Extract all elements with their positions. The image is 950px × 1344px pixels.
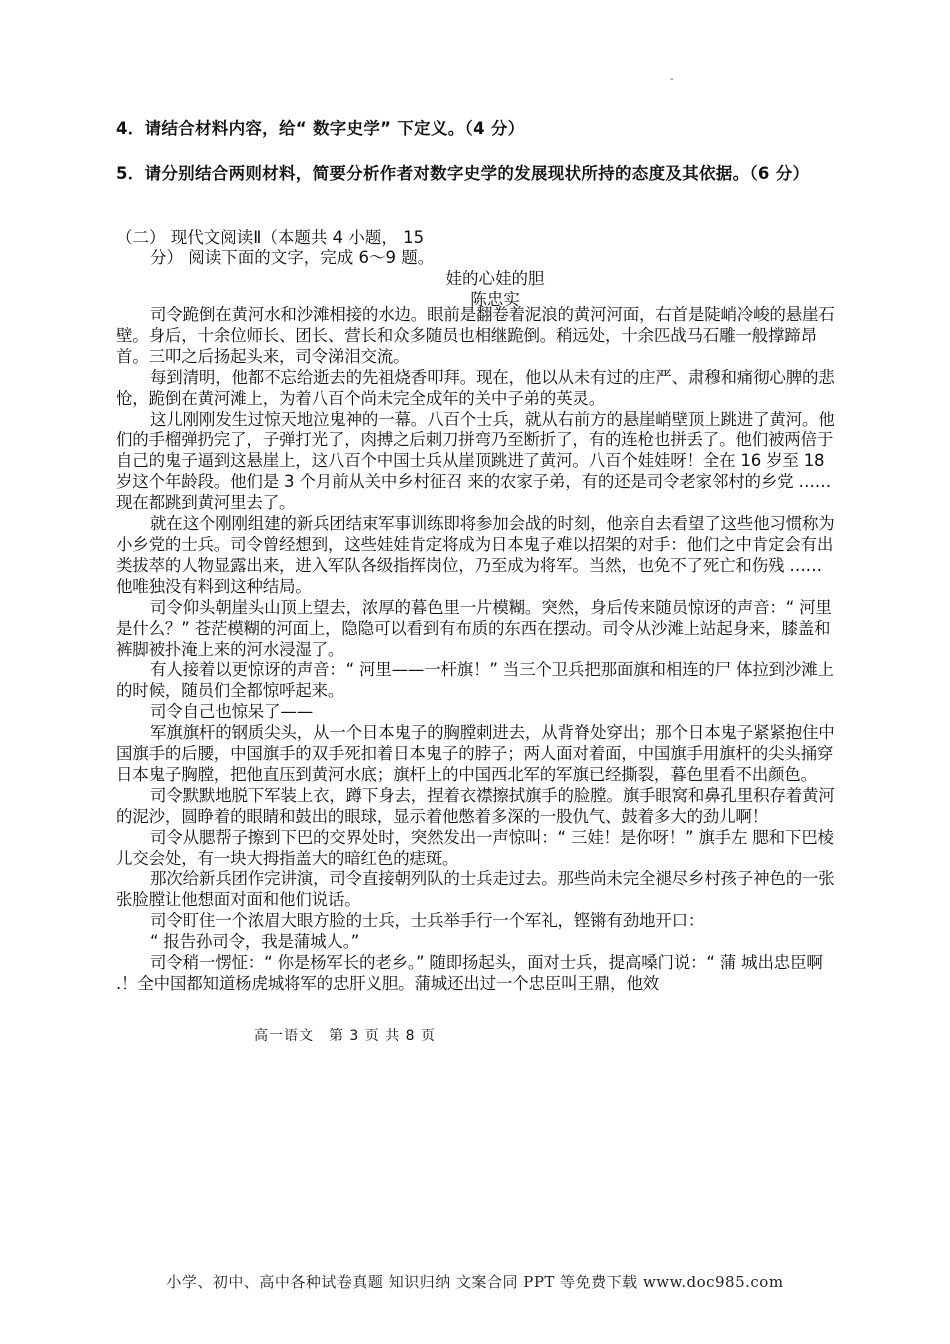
- article-paragraph: 司令盯住一个浓眉大眼方脸的士兵，士兵举手行一个军礼，铿锵有劲地开口：: [150, 911, 705, 931]
- section-heading: （二） 现代文阅读Ⅱ（本题共 4 小题， 15: [116, 228, 425, 247]
- question-5: [116, 162, 836, 186]
- article-paragraph: 司令自己也惊呆了——: [150, 702, 314, 722]
- question-5-text: ．请分别结合两则材料，简要分析作者对数字史学的发展现状所持的态度及其依据。（6 分）: [127, 164, 810, 183]
- page-footer: 高一语文 第 3 页 共 8 页: [253, 1028, 437, 1044]
- section-instruction: 分） 阅读下面的文字，完成 6～9 题。: [150, 248, 435, 267]
- article-body: [116, 305, 838, 995]
- article-title: 娃的心娃的胆: [445, 269, 545, 288]
- article-paragraph: 司令从腮帮子擦到下巴的交界处时，突然发出一声惊叫：“ 三娃！是你呀！” 旗手左 腮和下巴棱儿交会处，有一块大拇指盖大的暗红色的痣斑。: [116, 827, 834, 868]
- article-paragraph: “ 报告孙司令，我是蒲城人。”: [150, 932, 360, 952]
- header-mark: -: [670, 74, 674, 85]
- article-author: 陈忠实: [470, 290, 520, 309]
- article-paragraph: 每到清明，他都不忘给逝去的先祖烧香叩拜。现在，他以从未有过的庄严、肃穆和痛彻心脾的悲怆，跪倒在黄河滩上，为着八百个尚未完全成年的关中子弟的英灵。: [116, 367, 835, 408]
- article-paragraph: 这儿刚刚发生过惊天地泣鬼神的一幕。八百个士兵，就从右前方的悬崖峭壁顶上跳进了黄河。他们的手榴弹扔完了，子弹打光了，肉搏之后刺刀拼弯乃至断折了，有的连枪也拼丢了。他们被两倍于自己的鬼子逼到这悬崖上，这八百个中国士兵从崖顶跳进了黄河。八百个娃娃呀！全在 16 岁至 18 岁这个年龄段。他们是 3 个月前从关中乡村征召 来的农家子弟，有的还是司令老家邻村的乡党 ……现在都跳到黄河里去了。: [116, 409, 835, 513]
- article-paragraph: 司令稍一愣怔：“ 你是杨军长的老乡。” 随即扬起头，面对士兵，提高嗓门说：“ 蒲 城出忠臣啊 .！全中国都知道杨虎城将军的忠肝义胆。蒲城还出过一个忠臣叫王鼎，他效: [116, 953, 823, 993]
- question-4: [116, 117, 525, 141]
- article-paragraph: 司令默默地脱下军装上衣，蹲下身去，捏着衣襟擦拭旗手的脸膛。旗手眼窝和鼻孔里积存着黄河的泥沙，圆睁着的眼睛和鼓出的眼球，显示着他憋着多深的一股仇气、鼓着多大的劲儿啊！: [116, 785, 835, 826]
- article-paragraph: 司令仰头朝崖头山顶上望去，浓厚的暮色里一片模糊。突然，身后传来随员惊讶的声音：“ 河里是什么？” 苍茫模糊的河面上，隐隐可以看到有布质的东西在摆动。司令从沙滩上站起身来，膝盖和裤脚被扑淹上来的河水浸湿了。: [116, 597, 832, 659]
- watermark-text: 小学、初中、高中各种试卷真题 知识归纳 文案合同 PPT 等免费下载 www.doc985.com: [166, 1273, 784, 1291]
- question-5-number: 5: [116, 164, 128, 183]
- question-4-text: ．请结合材料内容，给“ 数字史学” 下定义。（4 分）: [127, 119, 525, 138]
- article-paragraph: 那次给新兵团作完讲演，司令直接朝列队的士兵走过去。那些尚未完全褪尽乡村孩子神色的一张张脸膛让他想面对面和他们说话。: [116, 869, 835, 910]
- article-paragraph: 就在这个刚刚组建的新兵团结束军事训练即将参加会战的时刻，他亲自去看望了这些他习惯称为小乡党的士兵。司令曾经想到，这些娃娃肯定将成为日本鬼子难以招架的对手：他们之中肯定会有出类拔萃的人物显露出来，进入军队各级指挥岗位，乃至成为将军。当然，也免不了死亡和伤残 ……他唯独没有料到这种结局。: [116, 514, 835, 596]
- question-4-number: 4: [116, 119, 128, 138]
- article-paragraph: 军旗旗杆的钢质尖头，从一个日本鬼子的胸膛刺进去，从背脊处穿出；那个日本鬼子紧紧抱住中国旗手的后腰，中国旗手的双手死扣着日本鬼子的脖子；两人面对着面，中国旗手用旗杆的尖头捅穿日本鬼子胸膛，把他直压到黄河水底；旗杆上的中国西北军的军旗已经撕裂，暮色里看不出颜色。: [116, 723, 835, 784]
- article-paragraph: 司令跪倒在黄河水和沙滩相接的水边。眼前是翻卷着泥浪的黄河河面，右首是陡峭冷峻的悬崖石壁。身后，十余位师长、团长、营长和众多随员也相继跪倒。稍远处，十余匹战马石雕一般撑蹄昂首。三叩之后扬起头来，司令涕泪交流。: [116, 305, 835, 366]
- article-paragraph: 有人接着以更惊讶的声音：“ 河里——一杆旗！” 当三个卫兵把那面旗和相连的尸 体拉到沙滩上的时候，随员们全都惊呼起来。: [116, 660, 834, 701]
